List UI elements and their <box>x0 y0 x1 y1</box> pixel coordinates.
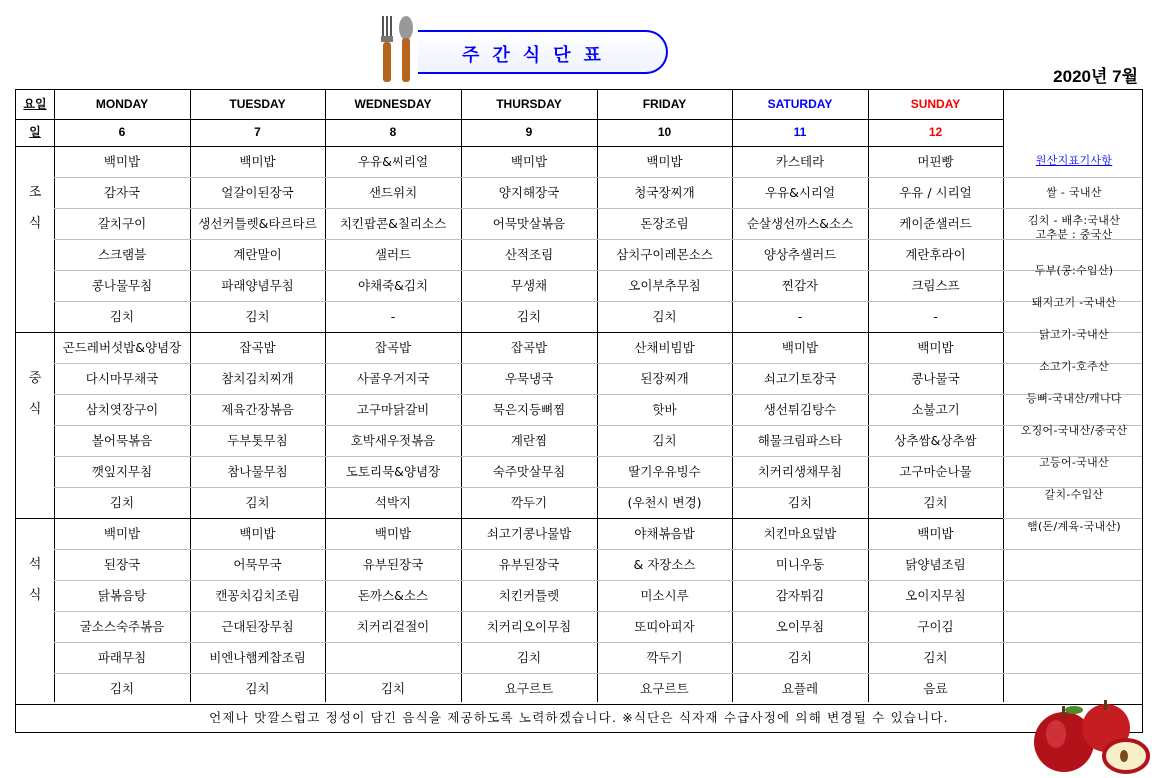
menu-item: 백미밥 <box>646 154 683 169</box>
menu-item: 깻잎지무침 <box>91 464 153 479</box>
menu-item: 백미밥 <box>374 526 412 541</box>
menu-item: 김치 <box>923 495 948 510</box>
menu-item: 얼갈이된장국 <box>221 185 294 200</box>
menu-item: 백미밥 <box>781 340 819 355</box>
menu-item: 백미밥 <box>917 340 954 355</box>
menu-item: 양지해장국 <box>498 185 560 200</box>
menu-item: 감자국 <box>103 185 141 200</box>
origin-line: 갈치-수입산 <box>1044 488 1104 501</box>
origin-line: 쌀 - 국내산 <box>1046 186 1102 199</box>
menu-item: 김치 <box>380 681 406 696</box>
day-date: 11 <box>793 125 807 139</box>
menu-item: 요구르트 <box>640 681 689 696</box>
menu-item: 우유&씨리얼 <box>357 154 429 169</box>
menu-item: 치킨팝콘&칠리소스 <box>339 216 447 231</box>
menu-item: 계란후라이 <box>905 247 966 262</box>
meal-label <box>16 177 54 239</box>
row-gridline <box>1003 642 1142 643</box>
menu-item: 고구마순나물 <box>899 464 972 479</box>
menu-item: 다시마무채국 <box>85 371 159 386</box>
menu-item: 김치 <box>245 495 270 510</box>
origin-line: 두부(콩:수입산) <box>1034 264 1114 277</box>
menu-item: 핫바 <box>652 402 677 417</box>
menu-item: 생선튀김탕수 <box>763 402 837 417</box>
meal-label <box>16 363 54 425</box>
menu-item: 치킨마요덮밥 <box>763 526 837 541</box>
menu-item: 오이지무침 <box>905 588 966 603</box>
day-name: WEDNESDAY <box>354 97 432 111</box>
menu-item: 오이무침 <box>775 619 825 634</box>
menu-item: 미소시루 <box>640 588 689 603</box>
menu-item: 김치 <box>923 650 948 665</box>
menu-item: 머핀빵 <box>917 154 954 169</box>
menu-item: 백미밥 <box>103 526 141 541</box>
meal-label-char: 중 <box>28 371 42 386</box>
menu-item: 야채죽&김치 <box>357 278 429 293</box>
menu-item: 파래양념무침 <box>221 278 294 293</box>
row-gridline <box>1003 580 1142 581</box>
menu-item: 묵은지등뼈찜 <box>492 402 566 417</box>
menu-item: 찐감자 <box>781 278 819 293</box>
menu-item: 참치김치찌개 <box>221 371 294 386</box>
menu-item: 오이부추무침 <box>628 278 701 293</box>
menu-item: 삼치구이레몬소스 <box>616 247 713 262</box>
menu-item: 참나물무침 <box>227 464 288 479</box>
menu-item: 곤드레버섯밥&양념장 <box>62 340 182 355</box>
menu-item: 김치 <box>787 650 813 665</box>
menu-item: 숙주맛살무침 <box>492 464 566 479</box>
menu-item: & 자장소스 <box>633 557 696 572</box>
menu-item: 돈까스&소스 <box>357 588 429 603</box>
menu-item: 해물크림파스타 <box>757 433 843 448</box>
menu-item: 치커리겉절이 <box>356 619 430 634</box>
meal-divider <box>16 704 1142 705</box>
menu-item: 소불고기 <box>911 402 960 417</box>
date-label-cell: 일 <box>29 125 41 139</box>
menu-item: 김치 <box>245 681 270 696</box>
menu-item: 야채볶음밥 <box>634 526 695 541</box>
menu-item: 김치 <box>109 681 135 696</box>
menu-item: 샐러드 <box>374 247 412 262</box>
menu-item: 김치 <box>516 309 542 324</box>
menu-item: 유부된장국 <box>362 557 424 572</box>
menu-item: 우묵냉국 <box>504 371 554 386</box>
menu-item: 백미밥 <box>239 526 276 541</box>
menu-item: 깍두기 <box>510 495 548 510</box>
menu-item: 쇠고기콩나물밥 <box>486 526 572 541</box>
menu-item: 굴소스숙주볶음 <box>79 619 165 634</box>
menu-item: 양상추샐러드 <box>763 247 837 262</box>
menu-item: 김치 <box>109 495 135 510</box>
menu-item: 샌드위치 <box>368 185 418 200</box>
menu-item: 어묵맛살볶음 <box>492 216 566 231</box>
row-gridline <box>1003 208 1142 209</box>
month-label: 2020년 7월 <box>1053 67 1138 86</box>
meal-label-char: 조 <box>28 185 42 200</box>
day-name: SUNDAY <box>910 97 961 111</box>
meal-label <box>16 549 54 611</box>
menu-item: 닭양념조림 <box>905 557 966 572</box>
page-title: 주간식단표 <box>462 45 614 66</box>
menu-item: 딸기우유빙수 <box>628 464 701 479</box>
menu-item: 백미밥 <box>103 154 141 169</box>
day-date: 9 <box>525 125 533 139</box>
menu-item: 파래무침 <box>97 650 147 665</box>
menu-item: 음료 <box>923 681 948 696</box>
menu-item <box>325 642 461 673</box>
day-label-cell: 요일 <box>23 97 47 111</box>
origin-line: 돼지고기 -국내산 <box>1031 296 1117 309</box>
menu-item: 비엔나햄케찹조림 <box>209 650 306 665</box>
menu-item: 크림스프 <box>911 278 960 293</box>
menu-item: 산적조림 <box>504 247 554 262</box>
origin-line: 고등어-국내산 <box>1039 456 1109 469</box>
origin-line: 등뼈-국내산/캐나다 <box>1026 392 1122 405</box>
menu-item: 어묵무국 <box>233 557 282 572</box>
row-gridline <box>1003 611 1142 612</box>
day-date: 7 <box>254 125 261 139</box>
footer-notice: 언제나 맛깔스럽고 정성이 담긴 음식을 제공하도록 노력하겠습니다. ※식단은 식자재 수급사정에 의해 변경될 수 있습니다. <box>209 710 949 725</box>
menu-item: 또띠아피자 <box>634 619 695 634</box>
origin-line: 고추분 : 중국산 <box>1035 228 1113 241</box>
row-gridline <box>1003 177 1142 178</box>
menu-item: 치커리오이무침 <box>486 619 572 634</box>
menu-item: 감자튀김 <box>775 588 825 603</box>
meal-label-char: 식 <box>28 402 42 417</box>
meal-label-char: 석 <box>28 557 42 572</box>
menu-item: 요플레 <box>781 681 819 696</box>
menu-item: 치킨커틀렛 <box>498 588 560 603</box>
origin-line: 닭고기-국내산 <box>1039 328 1109 341</box>
menu-item: 김치 <box>516 650 542 665</box>
menu-item: 무생채 <box>510 278 548 293</box>
menu-item: 생선커틀렛&타르타르 <box>198 216 317 231</box>
menu-item: 김치 <box>109 309 135 324</box>
menu-item: 김치 <box>652 433 677 448</box>
menu-item: 카스테라 <box>775 154 825 169</box>
menu-item: 스크램블 <box>97 247 147 262</box>
row-gridline <box>1003 549 1142 550</box>
menu-item: 된장국 <box>103 557 141 572</box>
origin-line: 햄(돈/계육-국내산) <box>1027 520 1121 533</box>
origin-line: 오징어-국내산/중국산 <box>1020 424 1128 437</box>
menu-item: 김치 <box>245 309 270 324</box>
day-name: MONDAY <box>95 97 149 111</box>
menu-item: 김치 <box>787 495 813 510</box>
menu-item: 치커리생채무침 <box>757 464 843 479</box>
menu-item: 두부톳무침 <box>227 433 288 448</box>
menu-item: - <box>390 309 396 324</box>
apple-icon <box>1024 698 1152 778</box>
menu-item: 우유 / 시리얼 <box>899 185 972 200</box>
menu-item: 콩나물무침 <box>91 278 153 293</box>
origin-title: 원산지표기사항 <box>1035 154 1113 167</box>
menu-item: 잡곡밥 <box>510 340 548 355</box>
menu-item: 닭볶음탕 <box>97 588 147 603</box>
menu-item: 볼어묵볶음 <box>91 433 153 448</box>
menu-item: 순살생선까스&소스 <box>746 216 854 231</box>
menu-item: 우유&시리얼 <box>764 185 836 200</box>
menu-item: 청국장찌개 <box>634 185 695 200</box>
menu-item: 계란말이 <box>233 247 282 262</box>
menu-item: 상추쌈&상추쌈 <box>894 433 977 448</box>
menu-item: 근대된장무침 <box>221 619 294 634</box>
menu-item: 고구마닭갈비 <box>356 402 430 417</box>
menu-item: 깍두기 <box>646 650 683 665</box>
menu-item: 잡곡밥 <box>239 340 276 355</box>
menu-item: 구이김 <box>917 619 954 634</box>
title-banner <box>366 10 686 80</box>
menu-item: 계란찜 <box>510 433 548 448</box>
menu-item: 요구르트 <box>504 681 554 696</box>
menu-item: 돈장조림 <box>640 216 689 231</box>
menu-item: 석박지 <box>374 495 412 510</box>
day-name: FRIDAY <box>642 97 687 111</box>
menu-item: 유부된장국 <box>498 557 560 572</box>
day-name: THURSDAY <box>496 97 562 111</box>
menu-item: 산채비빔밥 <box>634 340 695 355</box>
menu-item: 김치 <box>652 309 677 324</box>
menu-item: 미니우동 <box>775 557 825 572</box>
menu-item: 케이준샐러드 <box>899 216 972 231</box>
day-date: 12 <box>928 125 943 139</box>
origin-line: 김치 - 배추:국내산 <box>1027 214 1121 227</box>
menu-item: 호박새우젓볶음 <box>350 433 436 448</box>
row-gridline <box>1003 673 1142 674</box>
menu-item: 백미밥 <box>239 154 276 169</box>
menu-item: 백미밥 <box>917 526 954 541</box>
menu-item: 된장찌개 <box>640 371 689 386</box>
day-name: TUESDAY <box>229 97 286 111</box>
day-name: SATURDAY <box>767 97 833 111</box>
menu-item: - <box>797 309 803 324</box>
menu-item: 콩나물국 <box>911 371 960 386</box>
menu-item: (우천시 변경) <box>627 495 702 510</box>
day-date: 8 <box>389 125 397 139</box>
meal-label-char: 식 <box>28 588 42 603</box>
menu-item: 잡곡밥 <box>374 340 412 355</box>
origin-line: 소고기-호주산 <box>1039 360 1109 373</box>
menu-table <box>15 89 1143 733</box>
menu-item: 갈치구이 <box>97 216 147 231</box>
menu-item: - <box>933 309 938 324</box>
menu-item: 제육간장볶음 <box>221 402 294 417</box>
day-date: 10 <box>657 125 672 139</box>
menu-item: 도토리묵&양념장 <box>345 464 441 479</box>
menu-item: 캔꽁치김치조림 <box>215 588 300 603</box>
menu-item: 삼치엿장구이 <box>85 402 159 417</box>
menu-item: 쇠고기토장국 <box>763 371 837 386</box>
menu-item: 사골우거지국 <box>356 371 430 386</box>
menu-item: 백미밥 <box>510 154 548 169</box>
day-date: 6 <box>118 125 126 139</box>
meal-label-char: 식 <box>28 216 42 231</box>
